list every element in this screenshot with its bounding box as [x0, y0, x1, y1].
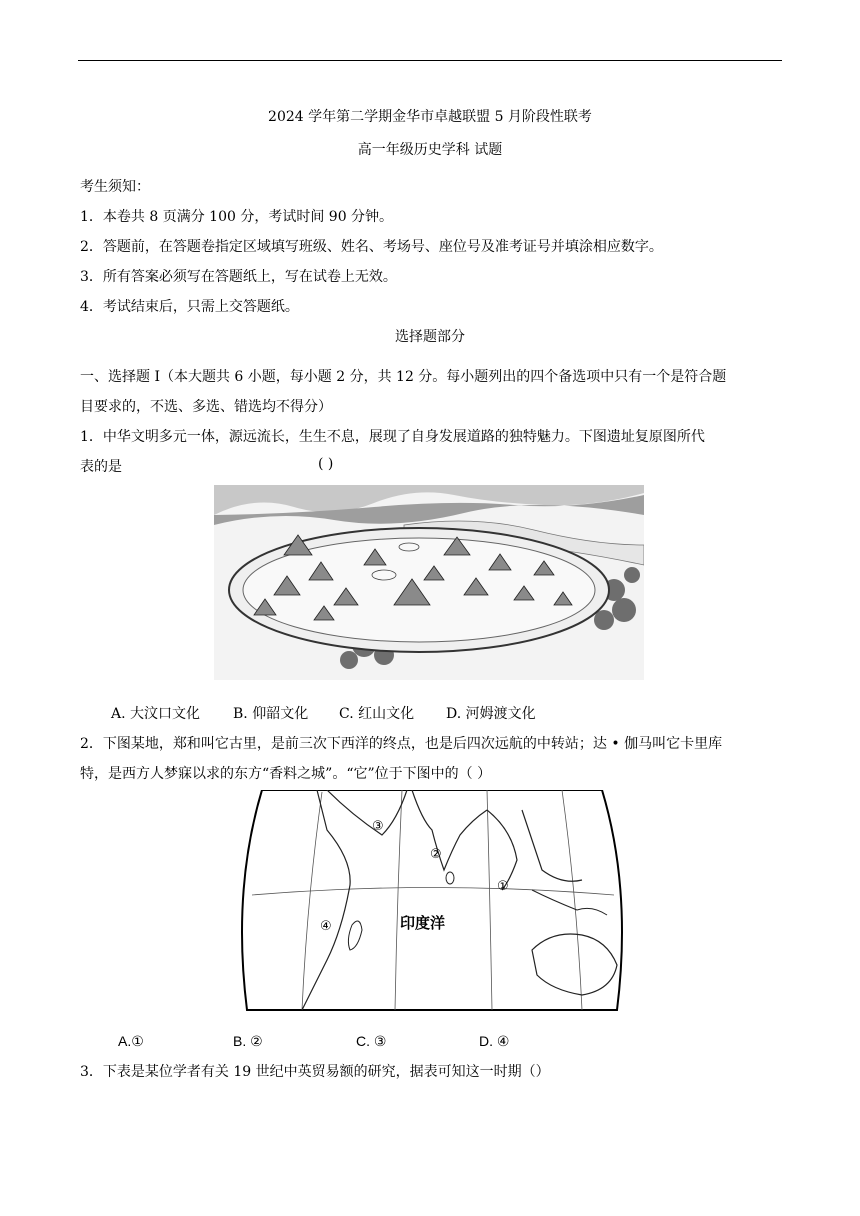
- q1-option-d[interactable]: D. 河姆渡文化: [446, 706, 536, 722]
- q2-indian-ocean-map: [232, 790, 632, 1012]
- q1-site-reconstruction-image: [214, 485, 644, 680]
- map-marker-3: ③: [372, 819, 384, 834]
- q2-option-d[interactable]: D. ④: [479, 1033, 510, 1049]
- map-marker-4: ④: [320, 919, 332, 934]
- notice-item-4: 4．考试结束后，只需上交答题纸。: [80, 299, 299, 315]
- section-instruction-line2: 目要求的，不选、多选、错选均不得分）: [80, 399, 332, 415]
- notice-item-3: 3．所有答案必须写在答题纸上，写在试卷上无效。: [80, 269, 397, 285]
- q1-option-a[interactable]: A. 大汶口文化: [111, 706, 201, 722]
- q2-option-c[interactable]: C. ③: [356, 1033, 387, 1049]
- map-marker-2: ②: [430, 847, 442, 862]
- exam-subtitle: 高一年级历史学科 试题: [357, 142, 503, 158]
- header-rule: [78, 60, 782, 61]
- q1-stem-line2: 表的是: [80, 459, 122, 475]
- notice-heading: 考生须知：: [80, 179, 150, 195]
- q1-answer-paren: ( ): [318, 456, 334, 472]
- map-label-indian-ocean: 印度洋: [400, 914, 446, 932]
- q1-option-b[interactable]: B. 仰韶文化: [233, 706, 309, 722]
- exam-title: 2024 学年第二学期金华市卓越联盟 5 月阶段性联考: [268, 109, 592, 125]
- q2-stem-line1: 2．下图某地，郑和叫它古里，是前三次下西洋的终点，也是后四次远航的中转站；达 • 伽马叫它卡里库: [80, 736, 723, 752]
- q3-stem-line1: 3．下表是某位学者有关 19 世纪中英贸易额的研究，据表可知这一时期（）: [80, 1064, 550, 1080]
- map-marker-1: ①: [497, 879, 509, 894]
- section-instruction-line1: 一、选择题 I（本大题共 6 小题，每小题 2 分，共 12 分。每小题列出的四个备选项中只有一个是符合题: [80, 369, 727, 385]
- notice-item-1: 1．本卷共 8 页满分 100 分，考试时间 90 分钟。: [80, 209, 394, 225]
- notice-item-2: 2．答题前，在答题卷指定区域填写班级、姓名、考场号、座位号及准考证号并填涂相应数字。: [80, 239, 663, 255]
- q2-stem-line2: 特，是西方人梦寐以求的东方“香料之城”。“它”位于下图中的（ ）: [80, 766, 492, 782]
- q1-option-c[interactable]: C. 红山文化: [339, 706, 415, 722]
- q2-option-a[interactable]: A.①: [118, 1033, 144, 1049]
- q2-option-b[interactable]: B. ②: [233, 1033, 263, 1049]
- q1-stem-line1: 1．中华文明多元一体，源远流长，生生不息，展现了自身发展道路的独特魅力。下图遗址复原图所代: [80, 429, 705, 445]
- section-title: 选择题部分: [395, 329, 465, 345]
